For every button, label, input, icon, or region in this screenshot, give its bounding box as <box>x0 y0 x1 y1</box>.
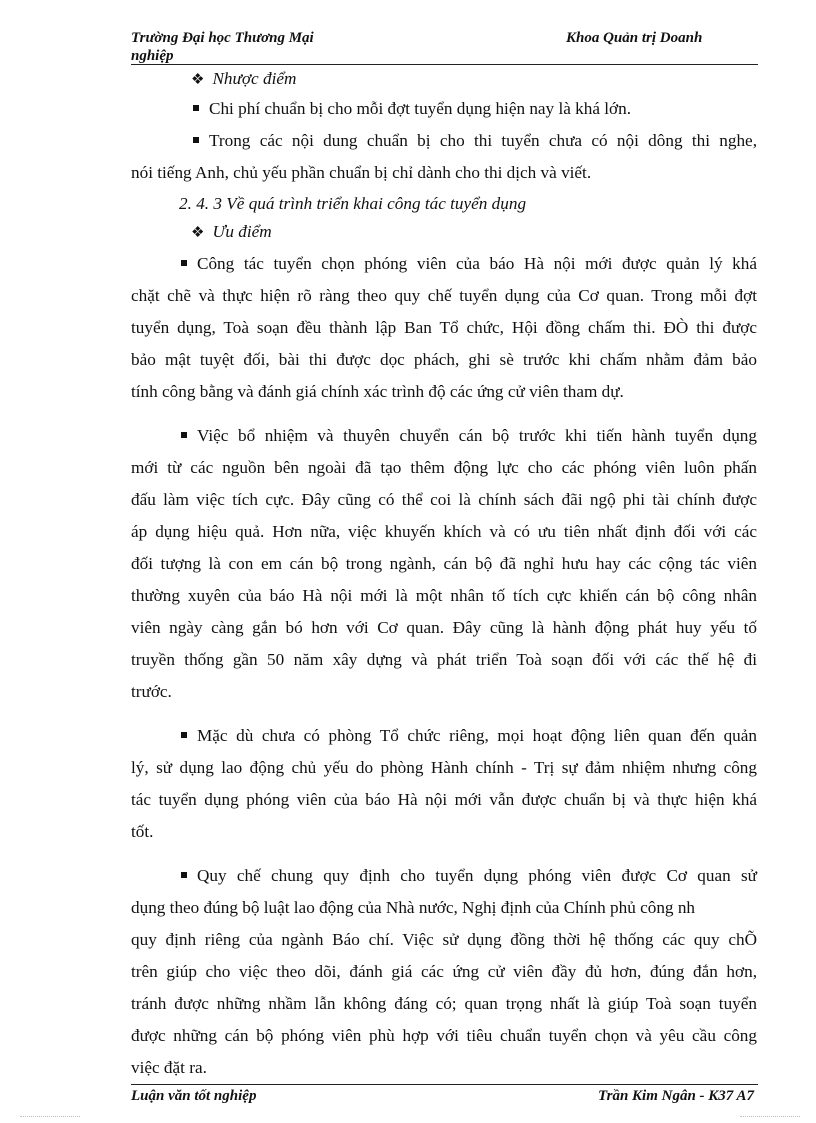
weakness-item-2: Trong các nội dung chuẩn bị cho thi tuyển chưa có nội dông thi nghe, nói tiếng Anh, chủ yếu phần chuẩn bị chỉ dành cho thi dịch và viết. <box>131 131 757 182</box>
dotted-edge-left <box>20 1116 80 1117</box>
square-bullet-icon <box>181 872 187 878</box>
weakness-heading: ❖ Nhược điểm <box>131 66 757 93</box>
header-right: Khoa Quản trị Doanh <box>566 30 703 46</box>
strength-heading: ❖ Ưu điểm <box>131 219 757 246</box>
weakness-item-1: Chi phí chuẩn bị cho mỗi đợt tuyển dụng hiện nay là khá lớn. <box>131 93 757 125</box>
paragraph-3: Mặc dù chưa có phòng Tổ chức riêng, mọi hoạt động liên quan đến quản lý, sử dụng lao động chủ yếu do phòng Hành chính - Trị sự đảm nhiệm nhưng công tác tuyển dụng phóng viên của báo Hà nội mới vẫn được chuẩn bị và thực hiện khá tốt. <box>131 726 757 841</box>
paragraph-1: Công tác tuyển chọn phóng viên của báo Hà nội mới được quản lý khá chặt chẽ và thực hiện rõ ràng theo quy chế tuyển dụng của Cơ quan. Trong mỗi đợt tuyển dụng, Toà soạn đều thành lập Ban Tổ chức, Hội đồng chấm thi. ĐÒ thi được bảo mật tuyệt đối, bài thi được dọc phách, ghi sè trước khi chấm nhằm đảm bảo tính công bằng và đánh giá chính xác trình độ các ứng cử viên tham dự. <box>131 254 757 401</box>
subsection-title: 2. 4. 3 Về quá trình triển khai công tác tuyển dụng <box>179 194 527 213</box>
diamond-bullet-icon: ❖ <box>191 225 205 241</box>
square-bullet-icon <box>181 432 187 438</box>
page-body <box>131 66 757 1084</box>
paragraph-2: Việc bổ nhiệm và thuyên chuyển cán bộ trước khi tiến hành tuyển dụng mới từ các nguồn bên ngoài đã tạo thêm động lực cho các phóng viên luôn phấn đấu làm việc tích cực. Đây cũng có thể coi là chính sách đãi ngộ phi tài chính được áp dụng hiệu quả. Hơn nữa, việc khuyến khích và có ưu tiên nhất định đối với các đối tượng là con em cán bộ trong ngành, cán bộ đã nghỉ hưu hay các cộng tác viên thường xuyên của báo Hà nội mới là một nhân tố tích cực khiến cán bộ công nhân viên ngày càng gắn bó hơn với Cơ quan. Đây cũng là hành động phát huy yếu tố truyền thống gần 50 năm xây dựng và phát triển Toà soạn đối với các thế hệ đi trước. <box>131 426 757 701</box>
diamond-bullet-icon: ❖ <box>191 72 205 88</box>
dotted-edge-right <box>740 1116 800 1117</box>
square-bullet-icon <box>193 105 199 111</box>
footer-divider <box>131 1084 758 1085</box>
square-bullet-icon <box>181 732 187 738</box>
footer-right: Trần Kim Ngân - K37 A7 <box>598 1088 754 1104</box>
header-divider <box>131 64 758 65</box>
paragraph-4: Quy chế chung quy định cho tuyển dụng phóng viên được Cơ quan sử dụng theo đúng bộ luật lao động của Nhà nước, Nghị định của Chính phủ công nh quy định riêng của ngành Báo chí. Việc sử dụng đồng thời hệ thống các quy chÕ trên giúp cho việc theo dõi, đánh giá các ứng cử viên đầy đủ hơn, đúng đắn hơn, tránh được những nhầm lẫn không đáng có; quan trọng nhất là giúp Toà soạn tuyển được những cán bộ phóng viên phù hợp với tiêu chuẩn tuyển chọn và yêu cầu công việc đặt ra. <box>131 866 757 1077</box>
footer-left: Luận văn tốt nghiệp <box>131 1088 257 1104</box>
header-left: Trường Đại học Thương Mại nghiệp <box>131 30 314 64</box>
square-bullet-icon <box>193 137 199 143</box>
square-bullet-icon <box>181 260 187 266</box>
